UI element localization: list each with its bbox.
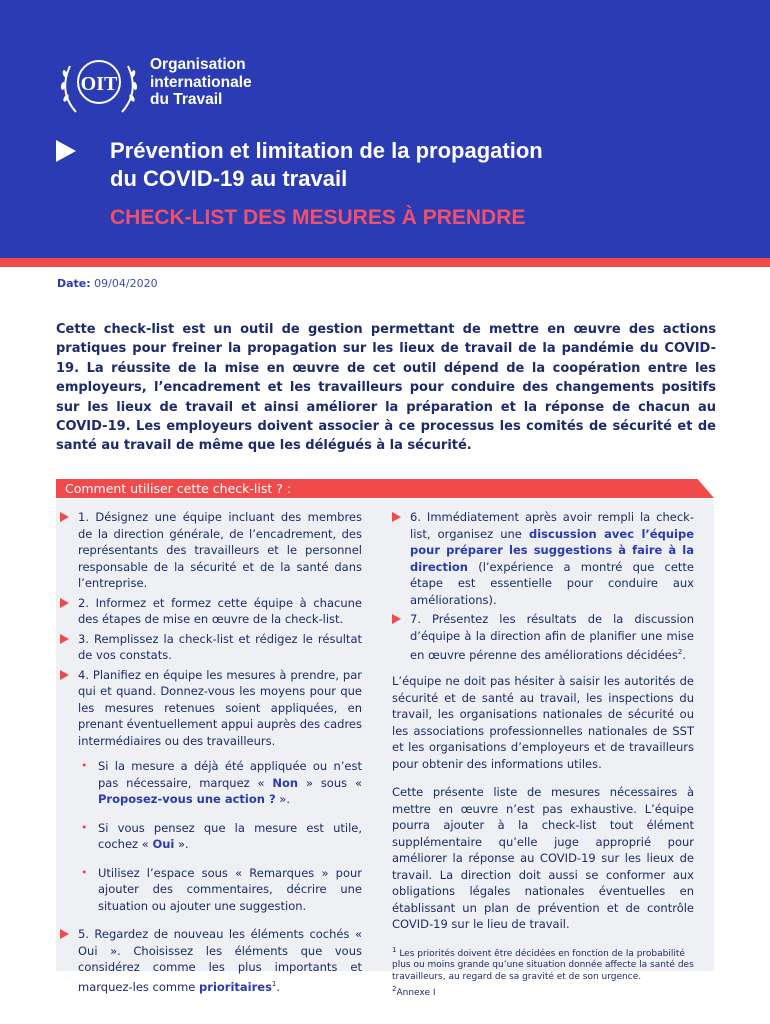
- page-title: Prévention et limitation de la propagation du COVID-19 au travail: [110, 138, 543, 191]
- step-7: 7. Présentez les résultats de la discussion d’équipe à la direction afin de planifier une mise en œuvre pérenne des améliorations décidées$^2$.: [392, 611, 694, 663]
- howto-title: Comment utiliser cette check-list ? :: [65, 481, 292, 496]
- ilo-logo-icon: [56, 52, 142, 118]
- bullet-dot-icon: •: [81, 759, 88, 772]
- step-1: 1. Désignez une équipe incluant des membres de la direction générale, de l’encadrement, des représentants des travailleurs et le personnel responsable de la sécurité et de la santé dans l’entreprise.: [60, 509, 362, 592]
- footnotes: [392, 945, 694, 1000]
- step-4-sub-1: • Si la mesure a déjà été appliquée ou n’est pas nécessaire, marquez « Non » sous « Proposez-vous une action ? ».: [81, 759, 362, 806]
- svg-text:OIT: OIT: [80, 73, 118, 95]
- footnote-2: $^2$Annexe I: [392, 985, 436, 999]
- bullet-dot-icon: •: [81, 865, 88, 879]
- intro-paragraph: Cette check-list est un outil de gestion permettant de mettre en œuvre des actions pratiques pour freiner la propagation sur les lieux de travail de la pandémie du COVID-19. La réussite de la mise en œuvre de cet outil dépend de la coopération entre les employeurs, l’encadrement et les travailleurs pour conduire des changements positifs sur les lieux de travail et ainsi améliorer la préparation et la réponse de chacun au COVID-19. Les employeurs doivent associer à ce processus les comités de sécurité et de santé au travail de même que les délégués à la sécurité.: [56, 322, 716, 454]
- howto-left-column: [60, 509, 362, 998]
- step-2: 2. Informez et formez cette équipe à chacune des étapes de mise en œuvre de la check-list.: [60, 595, 362, 628]
- step-4: 4. Planifiez en équipe les mesures à prendre, par qui et quand. Donnez-vous les moyens pour que les mesures retenues soient appliquées, en prenant éventuellement appui auprès des cadres intermédiaires ou des travailleurs.: [60, 667, 362, 750]
- non-exhaustive-paragraph: Cette présente liste de mesures nécessaires à mettre en œuvre n’est pas exhaustive. L’équipe pourra ajouter à la check-list tout élément supplémentaire qu’elle juge approprié pour améliorer la réponse au COVID-19 sur les lieux de travail. La direction doit aussi se conformer aux obligations légales nationales éventuelles en établissant un plan de prévention et de contrôle COVID-19 sur le lieu de travail.: [392, 785, 694, 932]
- step-3: 3. Remplissez la check-list et rédigez le résultat de vos constats.: [60, 631, 362, 664]
- step-5: 5. Regardez de nouveau les éléments cochés « Oui ». Choisissez les éléments que vous considérez comme les plus importants et marquez-les comme prioritaires$^1$.: [60, 926, 362, 995]
- title-arrow-icon: [56, 140, 76, 162]
- bullet-arrow-icon: [60, 670, 69, 680]
- bullet-arrow-icon: [60, 929, 69, 939]
- header-accent-line: [0, 258, 770, 267]
- step-4-sub-3: • Utilisez l’espace sous « Remarques » pour ajouter des commentaires, décrire une situation ou ajouter une suggestion.: [81, 865, 362, 913]
- bullet-arrow-icon: [60, 634, 69, 644]
- document-date: Date: 09/04/2020: [57, 277, 158, 290]
- bullet-arrow-icon: [60, 598, 69, 608]
- step-6: 6. Immédiatement après avoir rempli la check-list, organisez une discussion avec l’équipe pour préparer les suggestions à faire à la direction (l’expérience a montré que cette étape est essentielle pour conduire aux améliorations).: [392, 509, 694, 608]
- resources-paragraph: L’équipe ne doit pas hésiter à saisir les autorités de sécurité et de santé au travail, les inspections du travail, les organisations nationales de sécurité ou les associations professionnelles nationales de SST et les organisations d’employeurs et de travailleurs pour obtenir des informations utiles.: [392, 674, 694, 771]
- howto-right-column: [392, 509, 694, 1001]
- bullet-arrow-icon: [60, 512, 69, 522]
- organisation-name: Organisation internationale du Travail: [150, 56, 252, 108]
- footnote-1: $^1$ Les priorités doivent être décidées en fonction de la probabilité plus ou moins grande qu’une situation donnée affecte la santé des travailleurs, au regard de sa gravité et de son urgence.: [392, 945, 694, 982]
- bullet-arrow-icon: [392, 614, 401, 624]
- bullet-dot-icon: •: [81, 820, 88, 834]
- bullet-arrow-icon: [392, 512, 401, 522]
- page-subtitle: CHECK-LIST DES MESURES À PRENDRE: [110, 206, 526, 229]
- step-4-sub-2: • Si vous pensez que la mesure est utile, cochez « Oui ».: [81, 820, 362, 851]
